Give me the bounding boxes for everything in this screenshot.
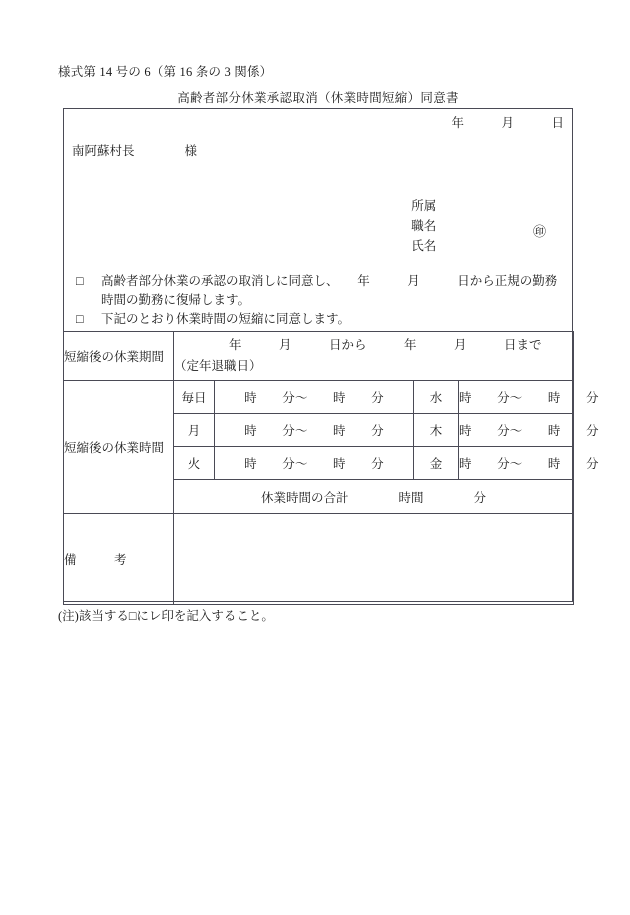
period-note: （定年退職日） <box>174 359 262 373</box>
document-title: 高齢者部分休業承認取消（休業時間短縮）同意書 <box>177 91 459 105</box>
day-label-everyday: 毎日 <box>174 381 215 414</box>
checkbox-icon[interactable]: □ <box>76 312 84 326</box>
time-field-thursday[interactable]: 時 分〜 時 分 <box>459 414 574 447</box>
consent-item-revocation[interactable] <box>72 272 568 309</box>
time-field-monday[interactable]: 時 分〜 時 分 <box>215 414 414 447</box>
time-field-everyday[interactable]: 時 分〜 時 分 <box>215 381 414 414</box>
checkbox-icon[interactable]: □ <box>76 274 84 288</box>
day-label-thursday: 木 <box>414 414 459 447</box>
time-field-wednesday[interactable]: 時 分〜 時 分 <box>459 381 574 414</box>
consent-list <box>72 272 568 330</box>
seal-icon: ㊞ <box>532 224 546 239</box>
table-row-hours-1 <box>64 381 574 414</box>
date-line: 年 月 日 <box>451 116 564 130</box>
addressee-line: 南阿蘇村長 様 <box>72 144 198 158</box>
table-row-remarks <box>64 514 574 605</box>
day-label-monday: 月 <box>174 414 215 447</box>
name-label: 氏名 <box>411 239 437 253</box>
period-value-cell[interactable] <box>174 332 574 381</box>
remarks-label: 備 考 <box>64 514 174 605</box>
form-number: 様式第 14 号の 6（第 16 条の 3 関係） <box>58 65 273 79</box>
day-label-tuesday: 火 <box>174 447 215 480</box>
form-table <box>63 331 599 605</box>
consent-item-reduction[interactable] <box>72 310 568 329</box>
period-label: 短縮後の休業期間 <box>64 332 174 381</box>
table-row-period <box>64 332 574 381</box>
day-label-wednesday: 水 <box>414 381 459 414</box>
signer-block <box>380 181 566 253</box>
position-row <box>380 201 566 233</box>
form-outer-box <box>63 108 599 602</box>
affiliation-row <box>380 181 566 213</box>
hours-label: 短縮後の休業時間 <box>64 381 174 514</box>
form-top-area <box>64 109 572 331</box>
time-field-tuesday[interactable]: 時 分〜 時 分 <box>215 447 414 480</box>
remarks-value-cell[interactable] <box>174 514 574 605</box>
affiliation-label: 所属 <box>411 199 437 213</box>
footnote: (注)該当する□にレ印を記入すること。 <box>58 609 274 623</box>
day-label-friday: 金 <box>414 447 459 480</box>
time-field-friday[interactable]: 時 分〜 時 分 <box>459 447 574 480</box>
position-label: 職名 <box>411 219 437 233</box>
consent-item-text: 下記のとおり休業時間の短縮に同意します。 <box>101 312 351 326</box>
total-hours-cell[interactable]: 休業時間の合計 時間 分 <box>174 480 574 514</box>
name-row <box>380 221 566 253</box>
consent-item-text: 高齢者部分休業の承認の取消しに同意し、 年 月 日から正規の勤務時間の勤務に復帰します。 <box>101 274 558 307</box>
period-value: 年 月 日から 年 月 日まで <box>229 338 542 352</box>
